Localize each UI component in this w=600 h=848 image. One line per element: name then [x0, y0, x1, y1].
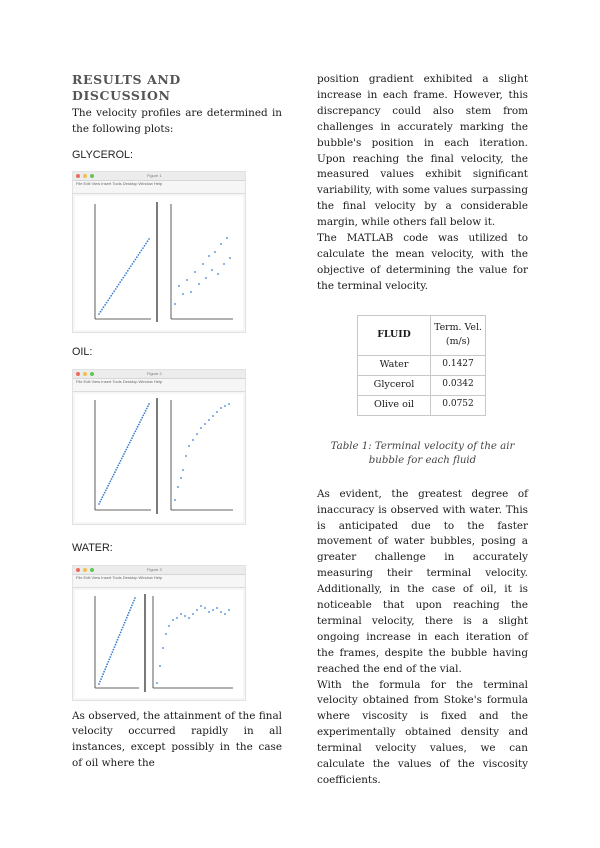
close-window-icon[interactable]: [76, 568, 80, 572]
oil-velocity-point: [196, 433, 198, 435]
oil-position-point: [131, 437, 133, 439]
table-caption-line1: Table 1: Terminal velocity of the air: [330, 440, 515, 452]
oil-position-point: [145, 410, 147, 412]
maximize-window-icon[interactable]: [90, 174, 94, 178]
glycerol-position-point: [121, 279, 123, 281]
oil-position-point: [142, 414, 144, 416]
glycerol-position-point: [116, 286, 118, 288]
velocity-header: [431, 315, 486, 355]
glycerol-position-point: [147, 240, 149, 242]
window-title: Figure 1: [147, 172, 162, 178]
glycerol-velocity-point: [202, 263, 204, 265]
table-row: [358, 375, 486, 395]
water-position-point: [133, 599, 135, 601]
oil-velocity-point: [224, 405, 226, 407]
oil-velocity-point: [208, 419, 210, 421]
closing-paragraph: As observed, the attainment of the final velocity occurred rapidly in all instances, except possibly in the case of oil where the: [72, 709, 282, 770]
oil-position-point: [130, 439, 132, 441]
oil-label: OIL:: [72, 345, 93, 358]
water-position-point: [98, 683, 100, 685]
water-label: WATER:: [72, 541, 113, 554]
oil-position-point: [148, 403, 150, 405]
water-position-point: [132, 602, 134, 604]
oil-position-point: [132, 435, 134, 437]
oil-position-point: [104, 491, 106, 493]
oil-velocity-point: [188, 445, 190, 447]
figure-menu-bar[interactable]: File Edit View Insert Tools Desktop Window Help: [76, 574, 163, 580]
oil-position-point: [106, 487, 108, 489]
glycerol-position-point: [104, 304, 106, 306]
oil-figure: [72, 369, 246, 525]
table-header-row: [358, 315, 486, 355]
oil-position-point: [105, 489, 107, 491]
water-position-point: [102, 673, 104, 675]
minimize-window-icon[interactable]: [83, 568, 87, 572]
glycerol-velocity-point: [194, 271, 196, 273]
window-title: Figure 3: [147, 566, 162, 572]
window-titlebar: [73, 566, 245, 575]
water-velocity-point: [192, 613, 194, 615]
discussion-paragraph-1: position gradient exhibited a slight increase in each frame. However, this discrepancy could also stem from challenges in accurately marking the bubble's position in each iteration. Upon reaching the final velocity, the measured values exhibit significant variability, with some values surpassing the final velocity by a considerable margin, while others fall below it.: [317, 73, 528, 229]
water-position-point: [115, 643, 117, 645]
water-position-point: [117, 638, 119, 640]
water-position-point: [122, 626, 124, 628]
water-position-point: [113, 648, 115, 650]
table-caption: [317, 440, 528, 469]
water-position-point: [134, 597, 136, 599]
oil-position-point: [125, 448, 127, 450]
water-position-point: [131, 604, 133, 606]
water-velocity-point: [176, 617, 178, 619]
glycerol-position-point: [118, 283, 120, 285]
water-position-point: [107, 661, 109, 663]
maximize-window-icon[interactable]: [90, 372, 94, 376]
water-velocity-point: [162, 647, 164, 649]
water-velocity-point: [216, 607, 218, 609]
oil-position-point: [141, 416, 143, 418]
close-window-icon[interactable]: [76, 174, 80, 178]
oil-position-point: [113, 473, 115, 475]
fluid-header: FLUID: [358, 315, 431, 355]
glycerol-velocity-point: [205, 277, 207, 279]
glycerol-velocity-point: [220, 243, 222, 245]
oil-position-point: [114, 471, 116, 473]
glycerol-position-point: [103, 306, 105, 308]
water-velocity-point: [165, 633, 167, 635]
water-position-point: [123, 624, 125, 626]
water-figure: [72, 565, 246, 701]
glycerol-velocity-point: [182, 293, 184, 295]
water-velocity-point: [159, 665, 161, 667]
oil-position-point: [133, 432, 135, 434]
oil-position-point: [140, 419, 142, 421]
water-position-point: [103, 670, 105, 672]
glycerol-position-point: [98, 313, 100, 315]
glycerol-position-point: [135, 258, 137, 260]
water-position-point: [105, 665, 107, 667]
oil-velocity-point: [204, 423, 206, 425]
oil-velocity-point: [185, 455, 187, 457]
window-title: Figure 2: [147, 370, 162, 376]
glycerol-position-point: [145, 242, 147, 244]
water-velocity-point: [172, 619, 174, 621]
oil-position-point: [103, 494, 105, 496]
water-position-point: [129, 609, 131, 611]
water-position-point: [101, 675, 103, 677]
oil-velocity-point: [228, 403, 230, 405]
glycerol-velocity-point: [178, 285, 180, 287]
glycerol-position-point: [122, 276, 124, 278]
oil-position-point: [102, 496, 104, 498]
oil-position-point: [124, 450, 126, 452]
intro-paragraph: The velocity profiles are determined in the following plots:: [72, 107, 282, 135]
glycerol-velocity-point: [211, 269, 213, 271]
oil-position-point: [123, 453, 125, 455]
glycerol-position-point: [127, 270, 129, 272]
table-caption-line2: bubble for each fluid: [368, 455, 477, 467]
water-velocity-point: [212, 609, 214, 611]
window-titlebar: [73, 370, 245, 379]
oil-position-point: [99, 500, 101, 502]
water-velocity-point: [208, 611, 210, 613]
figure-menu-bar[interactable]: File Edit View Insert Tools Desktop Window Help: [76, 180, 163, 186]
water-position-point: [108, 658, 110, 660]
glycerol-velocity-point: [229, 257, 231, 259]
oil-position-point: [100, 498, 102, 500]
oil-position-point: [147, 405, 149, 407]
oil-position-point: [127, 446, 129, 448]
oil-position-point: [146, 407, 148, 409]
water-position-point: [124, 621, 126, 623]
glycerol-position-point: [124, 274, 126, 276]
glycerol-label: GLYCEROL:: [72, 148, 134, 161]
oil-position-point: [116, 466, 118, 468]
water-plots: [73, 588, 245, 700]
oil-position-point: [112, 475, 114, 477]
figure-toolbar[interactable]: [73, 385, 245, 392]
oil-plots: [73, 392, 245, 524]
glycerol-position-point: [131, 263, 133, 265]
glycerol-position-point: [106, 301, 108, 303]
oil-velocity-point: [174, 499, 176, 501]
table-row: [358, 355, 486, 375]
oil-position-point: [110, 480, 112, 482]
glycerol-position-point: [100, 311, 102, 313]
oil-position-point: [139, 421, 141, 423]
water-position-point: [112, 651, 114, 653]
velocity-cell: 0.1427: [431, 355, 486, 375]
water-velocity-point: [224, 613, 226, 615]
oil-position-point: [107, 485, 109, 487]
oil-position-point: [122, 455, 124, 457]
glycerol-position-point: [136, 256, 138, 258]
glycerol-position-point: [107, 299, 109, 301]
water-position-point: [127, 614, 129, 616]
oil-velocity-point: [220, 407, 222, 409]
oil-position-point: [108, 482, 110, 484]
section-heading: RESULTS AND DISCUSSION: [72, 72, 181, 103]
glycerol-velocity-point: [226, 237, 228, 239]
water-velocity-point: [168, 625, 170, 627]
velocity-cell: 0.0752: [431, 395, 486, 415]
terminal-velocity-table: [357, 315, 486, 416]
glycerol-position-point: [141, 249, 143, 251]
left-column: [72, 72, 282, 772]
water-position-point: [110, 653, 112, 655]
velocity-header-line2: (m/s): [445, 336, 471, 348]
glycerol-figure: [72, 171, 246, 333]
oil-velocity-point: [180, 477, 182, 479]
figure-toolbar[interactable]: [73, 581, 245, 588]
oil-position-point: [111, 478, 113, 480]
oil-velocity-point: [216, 411, 218, 413]
discussion-paragraph-3: As evident, the greatest degree of inaccuracy is observed with water. This is anticipated due to the faster movement of water bubbles, posing a greater challenge in accurately measuring their terminal velocity. Additionally, in the case of oil, it is noticeable that upon reaching the terminal velocity, there is a slight ongoing increase in each iteration of the frames, despite the bubble having reached the end of the vial.: [317, 487, 528, 675]
glycerol-position-point: [128, 267, 130, 269]
glycerol-position-point: [115, 288, 117, 290]
water-velocity-point: [200, 605, 202, 607]
minimize-window-icon[interactable]: [83, 174, 87, 178]
window-titlebar: [73, 172, 245, 181]
oil-velocity-point: [182, 469, 184, 471]
right-column: [317, 72, 528, 789]
water-position-point: [130, 606, 132, 608]
figure-menu-bar[interactable]: File Edit View Insert Tools Desktop Window Help: [76, 378, 163, 384]
glycerol-position-point: [133, 261, 135, 263]
water-position-point: [100, 678, 102, 680]
fluid-cell: Glycerol: [358, 375, 431, 395]
water-position-point: [128, 611, 130, 613]
minimize-window-icon[interactable]: [83, 372, 87, 376]
glycerol-position-point: [148, 238, 150, 240]
water-position-point: [109, 656, 111, 658]
close-window-icon[interactable]: [76, 372, 80, 376]
water-position-point: [118, 636, 120, 638]
oil-position-point: [138, 423, 140, 425]
water-velocity-point: [156, 682, 158, 684]
water-velocity-point: [204, 607, 206, 609]
maximize-window-icon[interactable]: [90, 568, 94, 572]
oil-position-point: [117, 464, 119, 466]
water-position-point: [119, 634, 121, 636]
glycerol-velocity-point: [214, 251, 216, 253]
oil-position-point: [137, 425, 139, 427]
oil-velocity-point: [212, 415, 214, 417]
glycerol-position-point: [109, 297, 111, 299]
discussion-paragraph-4: With the formula for the terminal velocity obtained from Stoke's formula where viscosity is fixed and the experimentally obtained density and terminal velocity values, we can calculate the values of the viscosity coefficients.: [317, 678, 528, 786]
water-position-point: [106, 663, 108, 665]
water-velocity-point: [188, 617, 190, 619]
water-velocity-point: [180, 613, 182, 615]
water-velocity-point: [228, 609, 230, 611]
velocity-header-line1: Term. Vel.: [434, 322, 482, 334]
oil-position-point: [98, 503, 100, 505]
water-position-point: [125, 619, 127, 621]
glycerol-position-point: [110, 295, 112, 297]
water-position-point: [116, 641, 118, 643]
glycerol-position-point: [112, 292, 114, 294]
glycerol-position-point: [144, 245, 146, 247]
glycerol-position-point: [139, 251, 141, 253]
glycerol-position-point: [130, 265, 132, 267]
glycerol-position-point: [125, 272, 127, 274]
table-row: [358, 395, 486, 415]
glycerol-velocity-point: [186, 279, 188, 281]
glycerol-position-point: [138, 254, 140, 256]
fluid-cell: Water: [358, 355, 431, 375]
glycerol-plots: [73, 194, 245, 332]
water-position-point: [121, 629, 123, 631]
oil-position-point: [144, 412, 146, 414]
oil-velocity-point: [200, 427, 202, 429]
water-position-point: [114, 646, 116, 648]
oil-velocity-point: [192, 439, 194, 441]
water-position-point: [120, 631, 122, 633]
discussion-paragraph-2: The MATLAB code was utilized to calculate the mean velocity, with the objective of determining the value for the terminal velocity.: [317, 232, 528, 292]
oil-position-point: [129, 441, 131, 443]
glycerol-velocity-point: [190, 291, 192, 293]
glycerol-position-point: [101, 308, 103, 310]
glycerol-position-point: [142, 247, 144, 249]
water-position-point: [126, 616, 128, 618]
glycerol-position-point: [119, 281, 121, 283]
figure-toolbar[interactable]: [73, 187, 245, 194]
oil-position-point: [128, 444, 130, 446]
water-position-point: [99, 680, 101, 682]
oil-position-point: [135, 430, 137, 432]
water-position-point: [104, 668, 106, 670]
glycerol-velocity-point: [223, 263, 225, 265]
water-velocity-point: [220, 611, 222, 613]
fluid-cell: Olive oil: [358, 395, 431, 415]
glycerol-velocity-point: [217, 273, 219, 275]
oil-position-point: [115, 469, 117, 471]
oil-position-point: [119, 462, 121, 464]
glycerol-position-point: [113, 290, 115, 292]
glycerol-velocity-point: [174, 303, 176, 305]
oil-position-point: [120, 460, 122, 462]
oil-position-point: [136, 428, 138, 430]
velocity-cell: 0.0342: [431, 375, 486, 395]
oil-position-point: [121, 457, 123, 459]
glycerol-velocity-point: [198, 283, 200, 285]
glycerol-velocity-point: [208, 255, 210, 257]
oil-velocity-point: [177, 486, 179, 488]
water-velocity-point: [196, 609, 198, 611]
water-velocity-point: [184, 615, 186, 617]
